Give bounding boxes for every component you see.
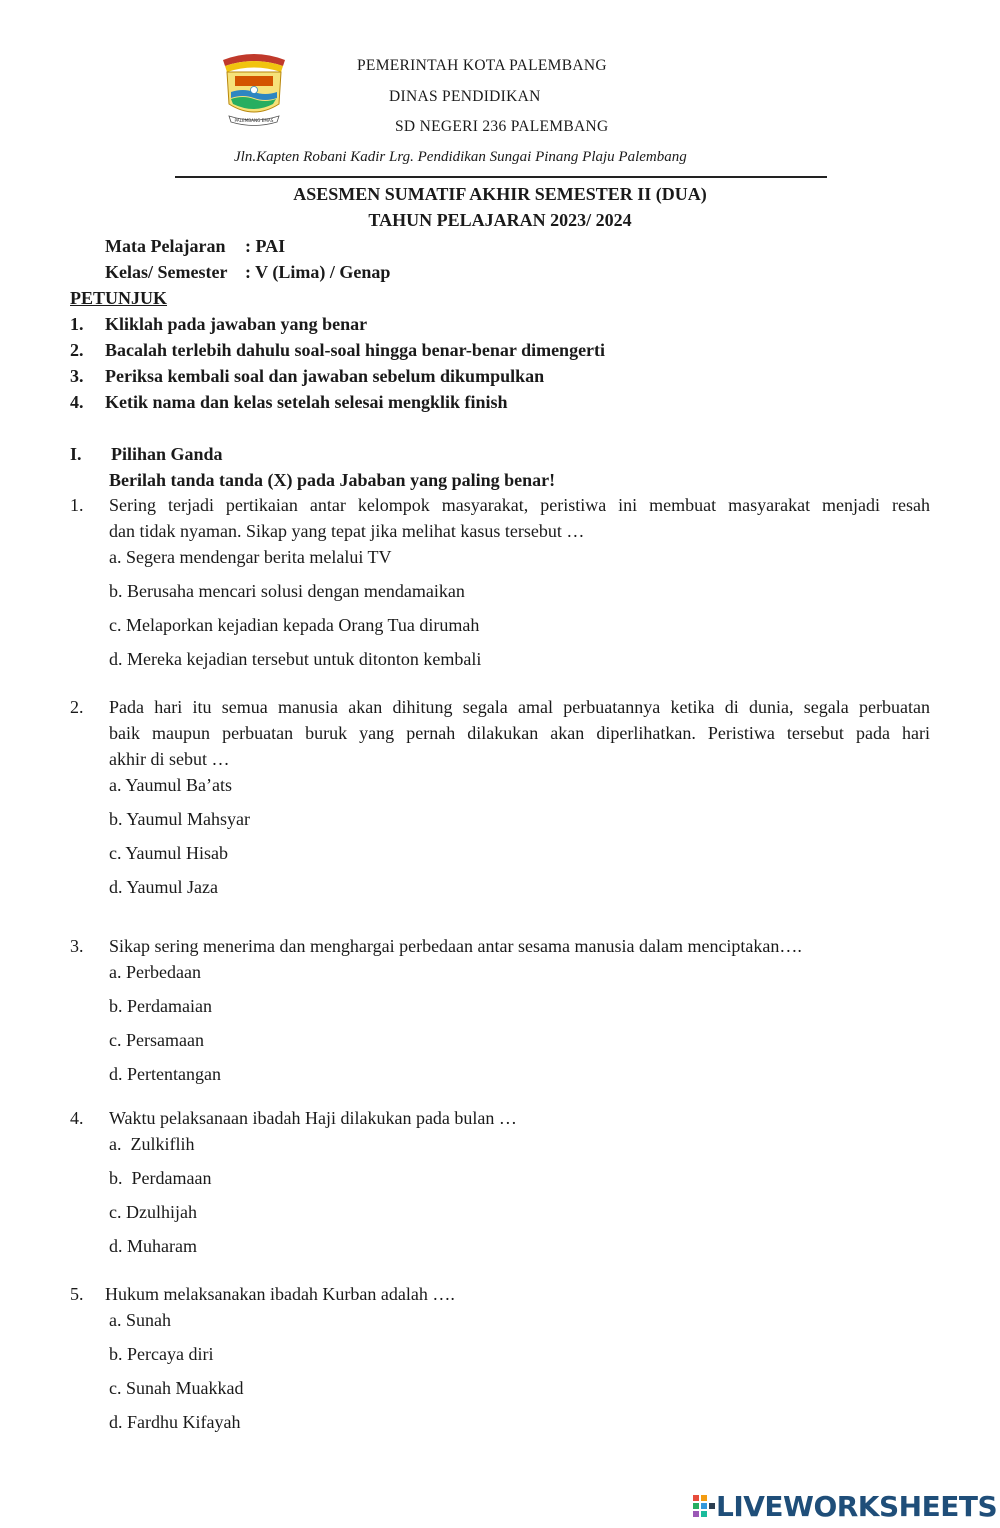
answer-option-a[interactable]: a. Perbedaan <box>109 962 201 982</box>
instruction-text: Kliklah pada jawaban yang benar <box>105 314 368 334</box>
answer-option-b[interactable]: b. Berusaha mencari solusi dengan mendamaikan <box>109 581 465 601</box>
answer-option-b[interactable]: b. Perdamaian <box>109 996 212 1016</box>
answer-option-d[interactable]: d. Yaumul Jaza <box>109 877 218 897</box>
question-text-line: Hukum melaksanakan ibadah Kurban adalah …. <box>105 1284 455 1304</box>
section-number: I. <box>70 444 82 464</box>
instructions-heading: PETUNJUK <box>70 288 168 308</box>
question-text-line: Waktu pelaksanaan ibadah Haji dilakukan pada bulan … <box>109 1108 517 1128</box>
instruction-number: 4. <box>70 392 84 412</box>
exam-title: ASESMEN SUMATIF AKHIR SEMESTER II (DUA) <box>293 184 707 204</box>
answer-option-d[interactable]: d. Mereka kejadian tersebut untuk ditonton kembali <box>109 649 482 669</box>
header-school: SD NEGERI 236 PALEMBANG <box>395 118 609 135</box>
subject-label: Mata Pelajaran <box>105 236 226 256</box>
answer-option-d[interactable]: d. Pertentangan <box>109 1064 221 1084</box>
answer-option-d[interactable]: d. Muharam <box>109 1236 197 1256</box>
liveworksheets-brand-text: LIVEWORKSHEETS <box>716 1489 998 1523</box>
instruction-number: 1. <box>70 314 84 334</box>
question-text-line: akhir di sebut … <box>109 749 230 769</box>
header-divider <box>175 176 827 178</box>
section-title: Pilihan Ganda <box>111 444 223 464</box>
logo-banner-text: PALEMBANG EMAS <box>234 118 274 123</box>
liveworksheets-watermark <box>692 1488 997 1524</box>
liveworksheets-logo-icon <box>692 1493 716 1519</box>
question-text-line: Pada hari itu semua manusia akan dihitung segala amal perbuatannya ketika di dunia, segala perbuatan <box>109 697 930 717</box>
header-address: Jln.Kapten Robani Kadir Lrg. Pendidikan Sungai Pinang Plaju Palembang <box>234 149 687 165</box>
instruction-text: Bacalah terlebih dahulu soal-soal hingga benar-benar dimengerti <box>105 340 606 360</box>
answer-option-c[interactable]: c. Melaporkan kejadian kepada Orang Tua dirumah <box>109 615 480 635</box>
answer-option-c[interactable]: c. Yaumul Hisab <box>109 843 229 863</box>
answer-option-b[interactable]: b. Yaumul Mahsyar <box>109 809 251 829</box>
header-government: PEMERINTAH KOTA PALEMBANG <box>357 57 607 74</box>
answer-option-c[interactable]: c. Dzulhijah <box>109 1202 197 1222</box>
answer-option-a[interactable]: a. Yaumul Ba’ats <box>109 775 232 795</box>
question-number: 1. <box>70 495 84 515</box>
question-text-line: dan tidak nyaman. Sikap yang tepat jika melihat kasus tersebut … <box>109 521 585 541</box>
palembang-city-emblem <box>213 52 295 130</box>
answer-option-b[interactable]: b. Perdamaan <box>109 1168 212 1188</box>
header-department: DINAS PENDIDIKAN <box>389 88 541 105</box>
subject-value: : PAI <box>245 236 286 256</box>
section-instruction: Berilah tanda tanda (X) pada Jababan yang paling benar! <box>109 470 556 490</box>
question-text-line: Sering terjadi pertikaian antar kelompok masyarakat, peristiwa ini membuat masyarakat menjadi resah <box>109 495 930 515</box>
class-label: Kelas/ Semester <box>105 262 228 282</box>
answer-option-a[interactable]: a. Zulkiflih <box>109 1134 195 1154</box>
academic-year: TAHUN PELAJARAN 2023/ 2024 <box>368 210 632 230</box>
answer-option-d[interactable]: d. Fardhu Kifayah <box>109 1412 241 1432</box>
question-number: 3. <box>70 936 84 956</box>
question-number: 4. <box>70 1108 84 1128</box>
answer-option-a[interactable]: a. Segera mendengar berita melalui TV <box>109 547 392 567</box>
answer-option-c[interactable]: c. Sunah Muakkad <box>109 1378 244 1398</box>
instruction-text: Periksa kembali soal dan jawaban sebelum dikumpulkan <box>105 366 545 386</box>
question-text-line: baik maupun perbuatan buruk yang pernah dilakukan akan diperlihatkan. Peristiwa tersebut pada hari <box>109 723 930 743</box>
question-number: 5. <box>70 1284 84 1304</box>
question-text-line: Sikap sering menerima dan menghargai perbedaan antar sesama manusia dalam menciptakan…. <box>109 936 802 956</box>
answer-option-a[interactable]: a. Sunah <box>109 1310 171 1330</box>
class-value: : V (Lima) / Genap <box>245 262 391 282</box>
instruction-text: Ketik nama dan kelas setelah selesai mengklik finish <box>105 392 508 412</box>
answer-option-c[interactable]: c. Persamaan <box>109 1030 204 1050</box>
instruction-number: 3. <box>70 366 84 386</box>
question-number: 2. <box>70 697 84 717</box>
instruction-number: 2. <box>70 340 84 360</box>
answer-option-b[interactable]: b. Percaya diri <box>109 1344 214 1364</box>
